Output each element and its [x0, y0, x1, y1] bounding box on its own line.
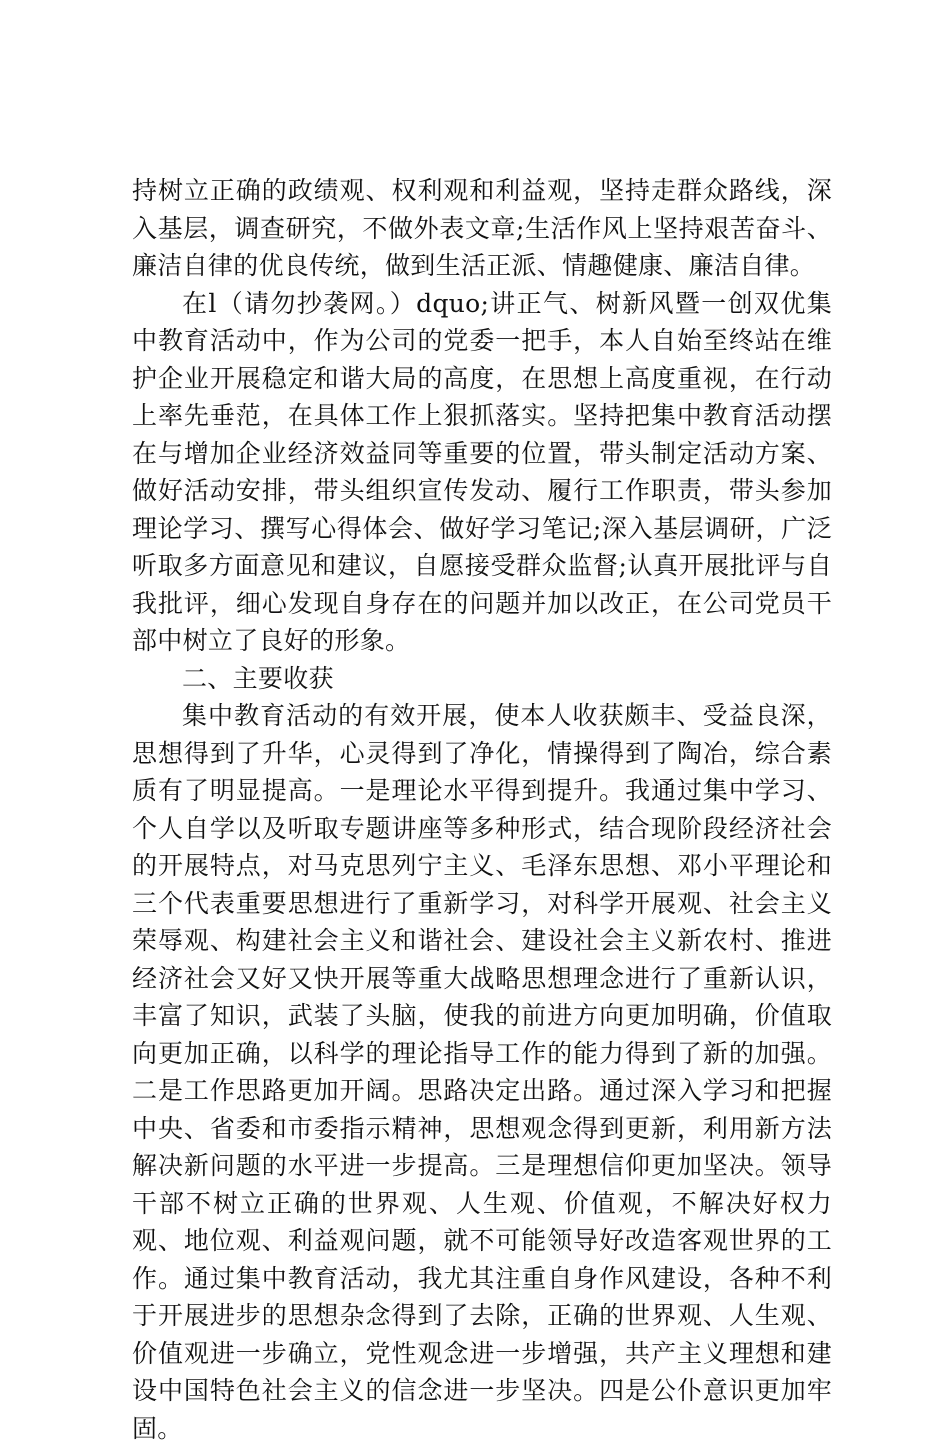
paragraph-gains: 集中教育活动的有效开展，使本人收获颇丰、受益良深，思想得到了升华，心灵得到了净化，情操得到了陶冶，综合素质有了明显提高。一是理论水平得到提升。我通过集中学习、个人自学以及听取专题讲座等多种形式，结合现阶段经济社会的开展特点，对马克思列宁主义、毛泽东思想、邓小平理论和三个代表重要思想进行了重新学习，对科学开展观、社会主义荣辱观、构建社会主义和谐社会、建设社会主义新农村、推进经济社会又好又快开展等重大战略思想理念进行了重新认识，丰富了知识，武装了头脑，使我的前进方向更加明确，价值取向更加正确，以科学的理论指导工作的能力得到了新的加强。二是工作思路更加开阔。思路决定出路。通过深入学习和把握中央、省委和市委指示精神，思想观念得到更新，利用新方法解决新问题的水平进一步提高。三是理想信仰更加坚决。领导干部不树立正确的世界观、人生观、价值观，不解决好权力观、地位观、利益观问题，就不可能领导好改造客观世界的工作。通过集中教育活动，我尤其注重自身作风建设，各种不利于开展进步的思想杂念得到了去除，正确的世界观、人生观、价值观进一步确立，党性观念进一步增强，共产主义理想和建设中国特色社会主义的信念进一步坚决。四是公仆意识更加牢固。	[132, 701, 832, 1443]
paragraph-continuation: 持树立正确的政绩观、权利观和利益观，坚持走群众路线，深入基层，调查研究，不做外表文章;生活作风上坚持艰苦奋斗、廉洁自律的优良传统，做到生活正派、情趣健康、廉洁自律。	[132, 176, 832, 280]
section-heading-main-gains: 二、主要收获	[182, 663, 334, 693]
document-page	[132, 172, 832, 1447]
paragraph-activity-leadership: 在l（请勿抄袭网。）dquo;讲正气、树新风暨一创双优集中教育活动中，作为公司的党委一把手，本人自始至终站在维护企业开展稳定和谐大局的高度，在思想上高度重视，在行动上率先垂范，在具体工作上狠抓落实。坚持把集中教育活动摆在与增加企业经济效益同等重要的位置，带头制定活动方案、做好活动安排，带头组织宣传发动、履行工作职责，带头参加理论学习、撰写心得体会、做好学习笔记;深入基层调研，广泛听取多方面意见和建议，自愿接受群众监督;认真开展批评与自我批评，细心发现自身存在的问题并加以改正，在公司党员干部中树立了良好的形象。	[132, 288, 832, 655]
